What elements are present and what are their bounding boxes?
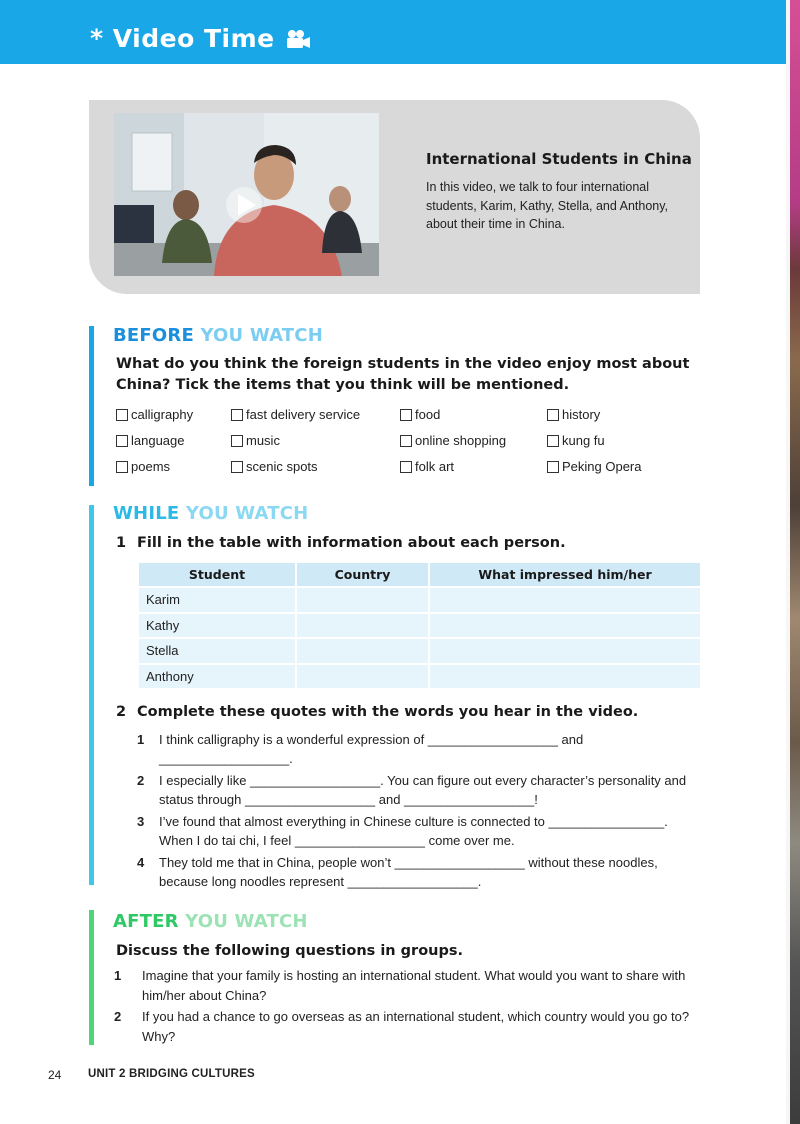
student-info-table (139, 563, 700, 690)
video-description: In this video, we talk to four international students, Karim, Kathy, Stella, and Anthony, about their time in China. (426, 180, 669, 231)
table-row (139, 638, 700, 664)
unit-label: UNIT 2 BRIDGING CULTURES (88, 1068, 255, 1080)
checkbox-label: history (562, 407, 601, 422)
table-row (139, 613, 700, 639)
question-number: 2 (114, 1009, 122, 1024)
checkbox-icon[interactable] (547, 435, 559, 447)
checkbox-icon[interactable] (116, 409, 128, 421)
video-title: International Students in China (426, 150, 692, 168)
checkbox-label: online shopping (415, 433, 507, 448)
list-item (114, 1007, 702, 1046)
table-cell-impressed[interactable] (429, 664, 700, 690)
table-header-student: Student (139, 563, 296, 587)
task-number: 1 (116, 535, 127, 551)
quote-text[interactable]: I especially like __________________. You can figure out every character’s personality and status through __________________ and __________________! (159, 773, 687, 807)
checkbox-icon[interactable] (231, 435, 243, 447)
checkbox-label: language (131, 433, 185, 448)
question-text: If you had a chance to go overseas as an international student, which country would you go to? Why? (142, 1009, 690, 1044)
table-cell-student: Stella (139, 638, 296, 664)
checkbox-icon[interactable] (116, 435, 128, 447)
while-heading (113, 503, 308, 524)
quote-number: 4 (137, 855, 145, 870)
checkbox-label: scenic spots (246, 459, 318, 474)
after-instruction: Discuss the following questions in groups. (116, 943, 463, 959)
question-text: Imagine that your family is hosting an international student. What would you want to share with him/her about China? (142, 968, 686, 1003)
table-cell-student: Karim (139, 587, 296, 613)
while-task2-instruction (116, 702, 638, 723)
checkbox-label: fast delivery service (246, 407, 361, 422)
table-cell-student: Anthony (139, 664, 296, 690)
before-heading (113, 325, 323, 346)
table-cell-country[interactable] (296, 613, 429, 639)
task-number: 2 (116, 704, 127, 720)
section-title-text: * Video Time (90, 24, 275, 53)
while-task1-instruction (116, 533, 566, 554)
section-title (90, 26, 311, 51)
while-section-bar (89, 505, 94, 885)
quote-number: 3 (137, 814, 145, 829)
checkbox-online-shopping[interactable] (400, 433, 506, 448)
page-number: 24 (48, 1068, 62, 1082)
list-item (137, 853, 699, 891)
after-section-bar (89, 910, 94, 1045)
checkbox-poems[interactable] (116, 459, 170, 474)
checkbox-label: calligraphy (131, 407, 194, 422)
list-item (137, 730, 699, 768)
list-item (137, 771, 699, 809)
discussion-list (114, 966, 702, 1048)
after-heading (113, 911, 308, 932)
quote-number: 1 (137, 732, 145, 747)
video-thumbnail[interactable] (114, 113, 379, 276)
before-section-bar (89, 326, 94, 486)
page-edge-margin (786, 0, 790, 1124)
checkbox-icon[interactable] (400, 461, 412, 473)
video-camera-icon (285, 29, 311, 49)
checkbox-scenic-spots[interactable] (231, 459, 318, 474)
table-cell-impressed[interactable] (429, 613, 700, 639)
after-heading-word2: YOU WATCH (185, 911, 308, 932)
checkbox-history[interactable] (547, 407, 600, 422)
table-cell-country[interactable] (296, 664, 429, 690)
quote-text[interactable]: They told me that in China, people won’t __________________ without these noodles, because long noodles represent __________________. (159, 855, 658, 889)
table-header-impressed: What impressed him/her (429, 563, 700, 587)
while-heading-word1: WHILE (113, 503, 180, 524)
checkbox-calligraphy[interactable] (116, 407, 193, 422)
quote-number: 2 (137, 773, 145, 788)
table-cell-country[interactable] (296, 587, 429, 613)
checkbox-kung-fu[interactable] (547, 433, 605, 448)
quote-list (137, 730, 699, 894)
table-header-country: Country (296, 563, 429, 587)
table-cell-impressed[interactable] (429, 587, 700, 613)
table-row (139, 664, 700, 690)
table-cell-impressed[interactable] (429, 638, 700, 664)
checkbox-label: poems (131, 459, 171, 474)
before-heading-word1: BEFORE (113, 325, 194, 346)
checkbox-icon[interactable] (116, 461, 128, 473)
list-item (114, 966, 702, 1005)
checkbox-icon[interactable] (547, 409, 559, 421)
checkbox-food[interactable] (400, 407, 440, 422)
checkbox-folk-art[interactable] (400, 459, 454, 474)
list-item (137, 812, 699, 850)
quote-text[interactable]: I’ve found that almost everything in Chinese culture is connected to ________________. When I do tai chi, I feel __________________ come over me. (159, 814, 668, 848)
before-heading-word2: YOU WATCH (200, 325, 323, 346)
task-text: Complete these quotes with the words you hear in the video. (137, 704, 639, 720)
table-cell-country[interactable] (296, 638, 429, 664)
quote-text[interactable]: I think calligraphy is a wonderful expression of __________________ and __________________. (159, 732, 584, 766)
checkbox-icon[interactable] (231, 409, 243, 421)
table-cell-student: Kathy (139, 613, 296, 639)
task-text: Fill in the table with information about each person. (137, 535, 566, 551)
checkbox-music[interactable] (231, 433, 280, 448)
after-heading-word1: AFTER (113, 911, 179, 932)
checkbox-peking-opera[interactable] (547, 459, 642, 474)
before-instruction: What do you think the foreign students in the video enjoy most about China? Tick the items that you think will be mentioned. (116, 356, 690, 393)
while-heading-word2: YOU WATCH (185, 503, 309, 524)
checkbox-label: food (415, 407, 441, 422)
checkbox-language[interactable] (116, 433, 185, 448)
checkbox-label: Peking Opera (562, 459, 642, 474)
checkbox-icon[interactable] (400, 435, 412, 447)
checkbox-label: kung fu (562, 433, 605, 448)
checkbox-label: folk art (415, 459, 455, 474)
checkbox-icon[interactable] (400, 409, 412, 421)
checkbox-label: music (246, 433, 280, 448)
checkbox-fast-delivery[interactable] (231, 407, 360, 422)
checkbox-icon[interactable] (231, 461, 243, 473)
question-number: 1 (114, 968, 122, 983)
checkbox-icon[interactable] (547, 461, 559, 473)
table-row (139, 587, 700, 613)
